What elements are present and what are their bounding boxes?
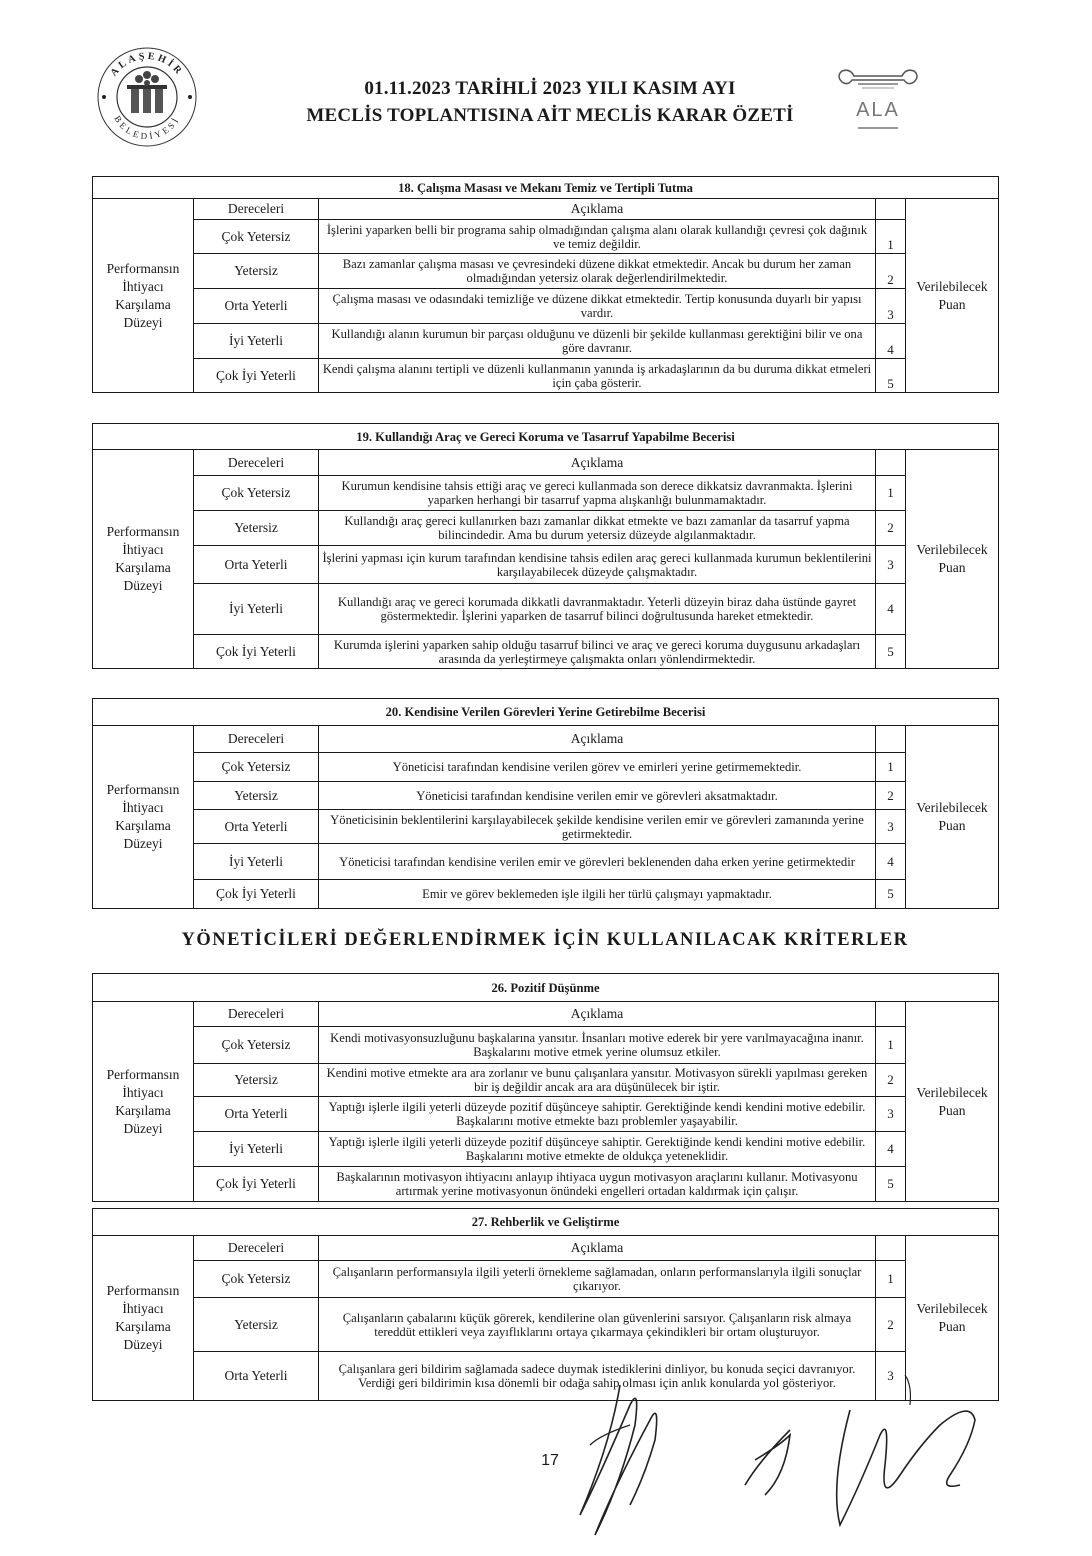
- performance-label-line: Karşılama: [115, 1102, 171, 1118]
- degree-cell: Çok İyi Yeterli: [194, 1167, 319, 1202]
- degree-cell: Çok Yetersiz: [194, 476, 319, 511]
- criteria-table: [92, 1208, 999, 1401]
- score-cell: 5: [876, 880, 906, 909]
- description-cell: İşlerini yaparken belli bir programa sahip olmadığından çalışma alanı olarak kullandığı çevresi çok dağınık ve temiz değildir.: [319, 220, 876, 254]
- degree-cell: İyi Yeterli: [194, 324, 319, 359]
- points-label-line: Verilebilecek: [916, 1301, 988, 1316]
- criteria-row: [93, 1298, 999, 1352]
- description-cell: Emir ve görev beklemeden işle ilgili her türlü çalışmayı yapmaktadır.: [319, 880, 876, 909]
- description-cell: Yöneticisi tarafından kendisine verilen görev ve emirleri yerine getirmemektedir.: [319, 753, 876, 782]
- table-header-row: [93, 199, 999, 220]
- criteria-row: [93, 1261, 999, 1298]
- table-title-row: [93, 177, 999, 199]
- score-cell: 2: [876, 1298, 906, 1352]
- performance-level-label: [93, 1002, 194, 1202]
- performance-level-label: [93, 450, 194, 669]
- score-cell: 4: [876, 324, 906, 359]
- degree-cell: İyi Yeterli: [194, 844, 319, 880]
- score-cell: 2: [876, 1064, 906, 1097]
- performance-label-line: Karşılama: [115, 818, 171, 833]
- performance-label-line: İhtiyacı: [122, 542, 164, 557]
- description-header: Açıklama: [319, 1236, 876, 1261]
- description-cell: Çalışanların çabalarını küçük görerek, kendilerine olan güvenlerini sarsıyor. Çalışanların risk almaya tereddüt ettikleri veya zayıflıklarını ortaya çıkarmaya çekindikleri bir ortam oluşturuyor.: [319, 1298, 876, 1352]
- score-cell: 1: [876, 1261, 906, 1298]
- table-title-row: [93, 974, 999, 1002]
- description-cell: Yöneticisi tarafından kendisine verilen emir ve görevleri aksatmaktadır.: [319, 782, 876, 810]
- score-cell: 3: [876, 1352, 906, 1401]
- degree-cell: İyi Yeterli: [194, 584, 319, 635]
- score-cell: 2: [876, 511, 906, 546]
- performance-label-line: İhtiyacı: [122, 1301, 164, 1316]
- score-cell: 1: [876, 476, 906, 511]
- performance-label-line: Düzeyi: [123, 836, 163, 851]
- document-header: [250, 75, 850, 129]
- performance-label-line: Karşılama: [115, 1319, 171, 1334]
- criteria-row: [93, 584, 999, 635]
- description-cell: Kullandığı alanın kurumun bir parçası olduğunu ve düzenli bir şekilde kullanması gerektiğini bilir ve ona göre davranır.: [319, 324, 876, 359]
- degree-cell: Çok Yetersiz: [194, 220, 319, 254]
- performance-label-line: İhtiyacı: [122, 1084, 164, 1100]
- score-cell: 1: [876, 1027, 906, 1064]
- points-label-line: Verilebilecek: [916, 1084, 988, 1100]
- description-cell: Kendi çalışma alanını tertipli ve düzenli kullanmanın yanında iş arkadaşlarının da bu duruma dikkat etmeleri için çaba gösterir.: [319, 359, 876, 393]
- table-header-row: [93, 726, 999, 753]
- table-title-row: [93, 1209, 999, 1236]
- degree-cell: Yetersiz: [194, 254, 319, 289]
- description-cell: Kurumda işlerini yaparken sahip olduğu tasarruf bilinci ve araç ve gereci koruma duygusunu arkadaşları arasında da yerleştirmeye çalışmakta onları yönlendirmektedir.: [319, 635, 876, 669]
- degrees-header: Dereceleri: [194, 726, 319, 753]
- degree-cell: Çok Yetersiz: [194, 1027, 319, 1064]
- performance-label-line: Düzeyi: [123, 1120, 163, 1136]
- criteria-table: [92, 423, 999, 669]
- description-cell: Kendini motive etmekte ara ara zorlanır ve bunu çalışanlara yansıtır. Motivasyon sürekli yapılması gereken bir iş değildir ancak ara ara düşünülecek bir iştir.: [319, 1064, 876, 1097]
- criterion-title: 19. Kullandığı Araç ve Gereci Koruma ve Tasarruf Yapabilme Becerisi: [93, 424, 999, 450]
- table-title-row: [93, 699, 999, 726]
- score-cell: 1: [876, 220, 906, 254]
- performance-label-line: Performansın: [106, 782, 180, 797]
- score-cell: 3: [876, 546, 906, 584]
- degree-cell: Çok İyi Yeterli: [194, 880, 319, 909]
- points-label-line: Verilebilecek: [916, 542, 988, 557]
- points-label-line: Puan: [938, 296, 966, 312]
- header-empty-cell: [876, 1002, 906, 1027]
- criteria-table: [92, 973, 999, 1202]
- degree-cell: Orta Yeterli: [194, 289, 319, 324]
- performance-level-label: [93, 726, 194, 909]
- points-label-line: Puan: [938, 818, 966, 833]
- performance-label-line: Düzeyi: [123, 1337, 163, 1352]
- degree-cell: Yetersiz: [194, 782, 319, 810]
- performance-level-label: [93, 199, 194, 393]
- points-label: [906, 199, 999, 393]
- description-header: Açıklama: [319, 1002, 876, 1027]
- criterion-title: 20. Kendisine Verilen Görevleri Yerine Getirebilme Becerisi: [93, 699, 999, 726]
- degree-cell: Orta Yeterli: [194, 1097, 319, 1132]
- description-header: Açıklama: [319, 450, 876, 476]
- description-cell: Başkalarının motivasyon ihtiyacını anlayıp ihtiyaca uygun motivasyon araçlarını kullanır. Motivasyonu artırmak yerine motivasyonun önündeki engelleri ortadan kaldırmak için çalışır.: [319, 1167, 876, 1202]
- performance-label-line: İhtiyacı: [122, 800, 164, 815]
- criterion-title: 26. Pozitif Düşünme: [93, 974, 999, 1002]
- header-line-2: MECLİS TOPLANTISINA AİT MECLİS KARAR ÖZETİ: [306, 105, 794, 126]
- performance-label-line: İhtiyacı: [122, 278, 164, 294]
- criteria-row: [93, 546, 999, 584]
- criteria-row: [93, 359, 999, 393]
- points-label: [906, 726, 999, 909]
- performance-label-line: Performansın: [106, 1066, 180, 1082]
- performance-label-line: Karşılama: [115, 560, 171, 575]
- description-cell: İşlerini yapması için kurum tarafından kendisine tahsis edilen araç gereci kullanmada kurumun beklentilerini karşılayabilecek düzeyde çalışmaktadır.: [319, 546, 876, 584]
- criterion-title: 27. Rehberlik ve Geliştirme: [93, 1209, 999, 1236]
- points-label-line: Puan: [938, 560, 966, 575]
- description-cell: Çalışanlara geri bildirim sağlamada sadece duymak istediklerini dinliyor, bu konuda seçici davranıyor. Verdiği geri bildirimin kısa dönemli bir odağa sahip olması için anlık konularda yol gösteriyor.: [319, 1352, 876, 1401]
- criteria-table: [92, 698, 999, 909]
- degree-cell: Orta Yeterli: [194, 810, 319, 844]
- degrees-header: Dereceleri: [194, 199, 319, 220]
- header-empty-cell: [876, 726, 906, 753]
- degrees-header: Dereceleri: [194, 1236, 319, 1261]
- degree-cell: Yetersiz: [194, 1298, 319, 1352]
- table-header-row: [93, 1236, 999, 1261]
- svg-text:BELEDİYESİ: BELEDİYESİ: [112, 113, 182, 142]
- degree-cell: Çok Yetersiz: [194, 1261, 319, 1298]
- performance-label-line: Karşılama: [115, 296, 171, 312]
- criteria-row: [93, 289, 999, 324]
- description-cell: Yaptığı işlerle ilgili yeterli düzeyde pozitif düşünceye sahiptir. Gerektiğinde kendi kendini motive edebilir. Başkalarını motive etmekte de oldukça yeteneklidir.: [319, 1132, 876, 1167]
- criteria-row: [93, 635, 999, 669]
- header-empty-cell: [876, 450, 906, 476]
- description-cell: Kullandığı araç ve gereci korumada dikkatli davranmaktadır. Yeterli düzeyin biraz daha üstünde gayret göstermektedir. İşlerini yaparken de tasarruf bilinci doğrultusunda hareket etmektedir.: [319, 584, 876, 635]
- degree-cell: Yetersiz: [194, 1064, 319, 1097]
- score-cell: 2: [876, 254, 906, 289]
- header-empty-cell: [876, 199, 906, 220]
- performance-label-line: Düzeyi: [123, 578, 163, 593]
- points-label-line: Verilebilecek: [916, 278, 988, 294]
- points-label: [906, 450, 999, 669]
- degree-cell: Yetersiz: [194, 511, 319, 546]
- score-cell: 4: [876, 1132, 906, 1167]
- description-cell: Bazı zamanlar çalışma masası ve çevresindeki düzene dikkat etmektedir. Ancak bu durum her zaman olmadığından yetersiz olarak değerlendirilmektedir.: [319, 254, 876, 289]
- points-label: [906, 1002, 999, 1202]
- performance-label-line: Düzeyi: [123, 314, 163, 330]
- score-cell: 3: [876, 1097, 906, 1132]
- criteria-row: [93, 880, 999, 909]
- score-cell: 2: [876, 782, 906, 810]
- criteria-row: [93, 1132, 999, 1167]
- description-header: Açıklama: [319, 199, 876, 220]
- criteria-row: [93, 1064, 999, 1097]
- criteria-row: [93, 511, 999, 546]
- municipality-seal-logo: [95, 45, 199, 149]
- criteria-row: [93, 1352, 999, 1401]
- description-cell: Çalışma masası ve odasındaki temizliğe ve düzene dikkat etmektedir. Tertip konusunda duyarlı bir yapısı vardır.: [319, 289, 876, 324]
- page-number: 17: [541, 1452, 559, 1469]
- table-title-row: [93, 424, 999, 450]
- description-cell: Kurumun kendisine tahsis ettiği araç ve gereci kullanmada son derece dikkatsiz davranmakta. İşlerini yaparken herhangi bir tasarruf yapma alışkanlığı bulunmamaktadır.: [319, 476, 876, 511]
- degree-cell: Çok İyi Yeterli: [194, 359, 319, 393]
- performance-label-line: Performansın: [106, 1283, 180, 1298]
- points-label-line: Puan: [938, 1319, 966, 1334]
- degrees-header: Dereceleri: [194, 1002, 319, 1027]
- description-cell: Yöneticisinin beklentilerini karşılayabilecek şekilde kendisine verilen emir ve görevleri zamanında yerine getirmektedir.: [319, 810, 876, 844]
- description-cell: Kullandığı araç gereci kullanırken bazı zamanlar dikkat etmekte ve bazı zamanlar da tasarruf yapma bilincindedir. Ama bu durum yetersiz düzeyde algılanmaktadır.: [319, 511, 876, 546]
- score-cell: 3: [876, 810, 906, 844]
- criteria-row: [93, 1027, 999, 1064]
- criteria-row: [93, 1167, 999, 1202]
- score-cell: 1: [876, 753, 906, 782]
- score-cell: 4: [876, 584, 906, 635]
- degree-cell: Orta Yeterli: [194, 1352, 319, 1401]
- table-header-row: [93, 1002, 999, 1027]
- points-label: [906, 1236, 999, 1401]
- performance-label-line: Performansın: [106, 260, 180, 276]
- performance-label-line: Performansın: [106, 524, 180, 539]
- header-line-1: 01.11.2023 TARİHLİ 2023 YILI KASIM AYI: [364, 78, 736, 99]
- degree-cell: Çok Yetersiz: [194, 753, 319, 782]
- score-cell: 3: [876, 289, 906, 324]
- score-cell: 5: [876, 635, 906, 669]
- criteria-row: [93, 1097, 999, 1132]
- score-cell: 5: [876, 1167, 906, 1202]
- criterion-title: 18. Çalışma Masası ve Mekanı Temiz ve Tertipli Tutma: [93, 177, 999, 199]
- table-header-row: [93, 450, 999, 476]
- managers-criteria-title: YÖNETİCİLERİ DEĞERLENDİRMEK İÇİN KULLANILACAK KRİTERLER: [181, 930, 909, 950]
- description-cell: Yaptığı işlerle ilgili yeterli düzeyde pozitif düşünceye sahiptir. Gerektiğinde kendi kendini motive edebilir. Başkalarını motive etmekte bazı problemler yaşayabilir.: [319, 1097, 876, 1132]
- performance-level-label: [93, 1236, 194, 1401]
- criteria-row: [93, 220, 999, 254]
- criteria-row: [93, 324, 999, 359]
- criteria-row: [93, 810, 999, 844]
- points-label-line: Verilebilecek: [916, 800, 988, 815]
- criteria-row: [93, 254, 999, 289]
- points-label-line: Puan: [938, 1102, 966, 1118]
- ala-logo-text: ALA: [856, 99, 900, 121]
- header-empty-cell: [876, 1236, 906, 1261]
- criteria-row: [93, 476, 999, 511]
- description-cell: Çalışanların performansıyla ilgili yeterli örnekleme sağlamadan, onların performanslarıyla ilgili sonuçlar çıkarıyor.: [319, 1261, 876, 1298]
- criteria-row: [93, 844, 999, 880]
- score-cell: 5: [876, 359, 906, 393]
- svg-text:ALAŞEHİR: ALAŞEHİR: [108, 50, 186, 79]
- degree-cell: Orta Yeterli: [194, 546, 319, 584]
- criteria-row: [93, 753, 999, 782]
- degree-cell: İyi Yeterli: [194, 1132, 319, 1167]
- description-cell: Kendi motivasyonsuzluğunu başkalarına yansıtır. İnsanları motive ederek bir yere varılmayacağına inanır. Başkalarını motive etmek yerine olumsuz etkiler.: [319, 1027, 876, 1064]
- description-header: Açıklama: [319, 726, 876, 753]
- criteria-row: [93, 782, 999, 810]
- score-cell: 4: [876, 844, 906, 880]
- description-cell: Yöneticisi tarafından kendisine verilen emir ve görevleri beklenenden daha erken yerine getirmektedir: [319, 844, 876, 880]
- degrees-header: Dereceleri: [194, 450, 319, 476]
- degree-cell: Çok İyi Yeterli: [194, 635, 319, 669]
- criteria-table: [92, 176, 999, 393]
